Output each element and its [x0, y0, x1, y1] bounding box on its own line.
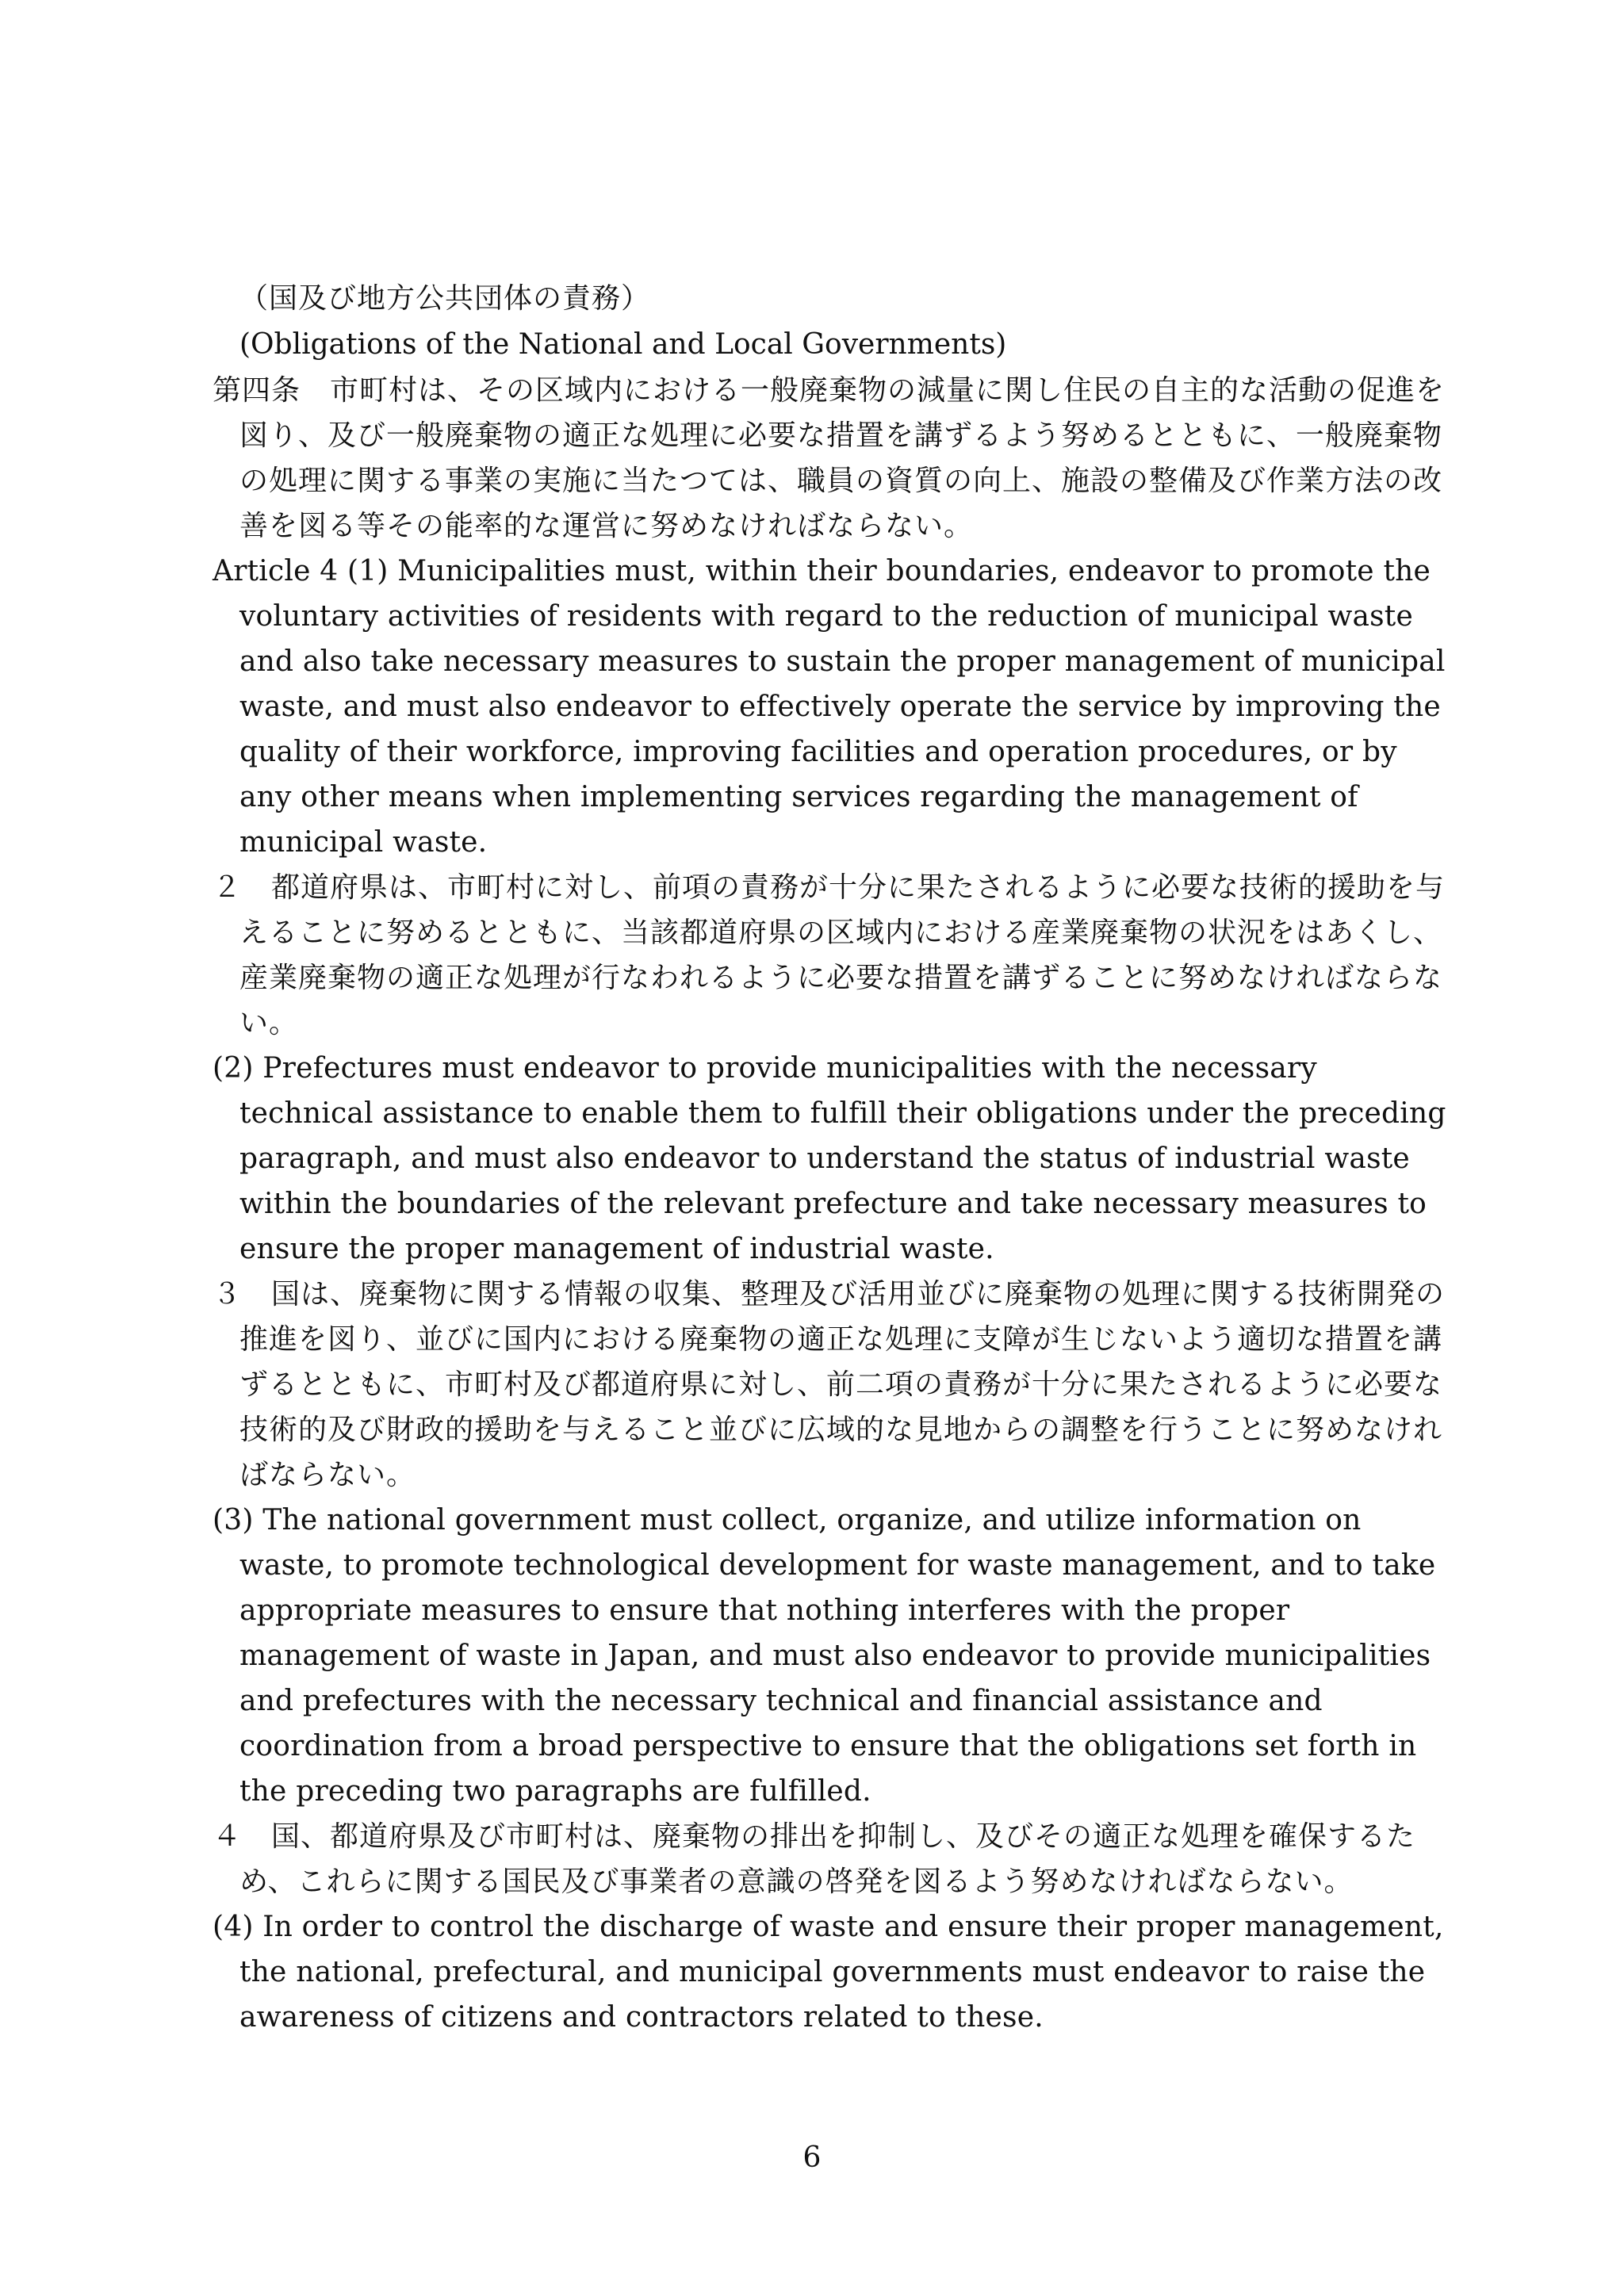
document-content	[213, 276, 1450, 2040]
article-4-para-1-english: Article 4 (1) Municipalities must, within their boundaries, endeavor to promote the voluntary activities of residents with regard to the reduction of municipal waste and also take necessary measures to sustain the proper management of municipal waste, and must also endeavor to effectively operate the service by improving the quality of their workforce, improving facilities and operation procedures, or by any other means when implementing services regarding the management of municipal waste.	[213, 555, 1446, 859]
page-number: 6	[802, 2141, 822, 2174]
article-4-para-3-japanese: ３ 国は、廃棄物に関する情報の収集、整理及び活用並びに廃棄物の処理に関する技術開発の推進を図り、並びに国内における廃棄物の適正な処理に支障が生じないよう適切な措置を講ずるとともに、市町村及び都道府県に対し、前二項の責務が十分に果たされるように必要な技術的及び財政的援助を与えること並びに広域的な見地からの調整を行うことに努めなければならない。	[213, 1278, 1446, 1491]
article-4-para-2-japanese: ２ 都道府県は、市町村に対し、前項の責務が十分に果たされるように必要な技術的援助を与えることに努めるとともに、当該都道府県の区域内における産業廃棄物の状況をはあくし、産業廃棄物の適正な処理が行なわれるように必要な措置を講ずることに努めなければならない。	[213, 871, 1446, 1039]
article-4-para-4-english: (4) In order to control the discharge of waste and ensure their proper management, the national, prefectural, and municipal governments must endeavor to raise the awareness of citizens and contractors related to these.	[213, 1911, 1444, 2034]
article-4-para-3-english: (3) The national government must collect, organize, and utilize information on waste, to promote technological development for waste management, and to take appropriate measures to ensure that nothing interferes with the proper management of waste in Japan, and must also endeavor to provide municipalities and prefectures with the necessary technical and financial assistance and coordination from a broad perspective to ensure that the obligations set forth in the preceding two paragraphs are fulfilled.	[213, 1504, 1436, 1808]
article-4-para-2-english: (2) Prefectures must endeavor to provide municipalities with the necessary technical assistance to enable them to fulfill their obligations under the preceding paragraph, and must also endeavor to understand the status of industrial waste within the boundaries of the relevant prefecture and take necessary measures to ensure the proper management of industrial waste.	[213, 1052, 1446, 1265]
article-4-para-1-japanese: 第四条 市町村は、その区域内における一般廃棄物の減量に関し住民の自主的な活動の促進を図り、及び一般廃棄物の適正な処理に必要な措置を講ずるよう努めるとともに、一般廃棄物の処理に関する事業の実施に当たつては、職員の資質の向上、施設の整備及び作業方法の改善を図る等その能率的な運営に努めなければならない。	[213, 374, 1446, 542]
heading-japanese: （国及び地方公共団体の責務）	[239, 282, 651, 315]
article-4-para-4-japanese: ４ 国、都道府県及び市町村は、廃棄物の排出を抑制し、及びその適正な処理を確保するため、これらに関する国民及び事業者の意識の啓発を図るよう努めなければならない。	[213, 1820, 1416, 1898]
heading-english: (Obligations of the National and Local Governments)	[239, 328, 1007, 361]
